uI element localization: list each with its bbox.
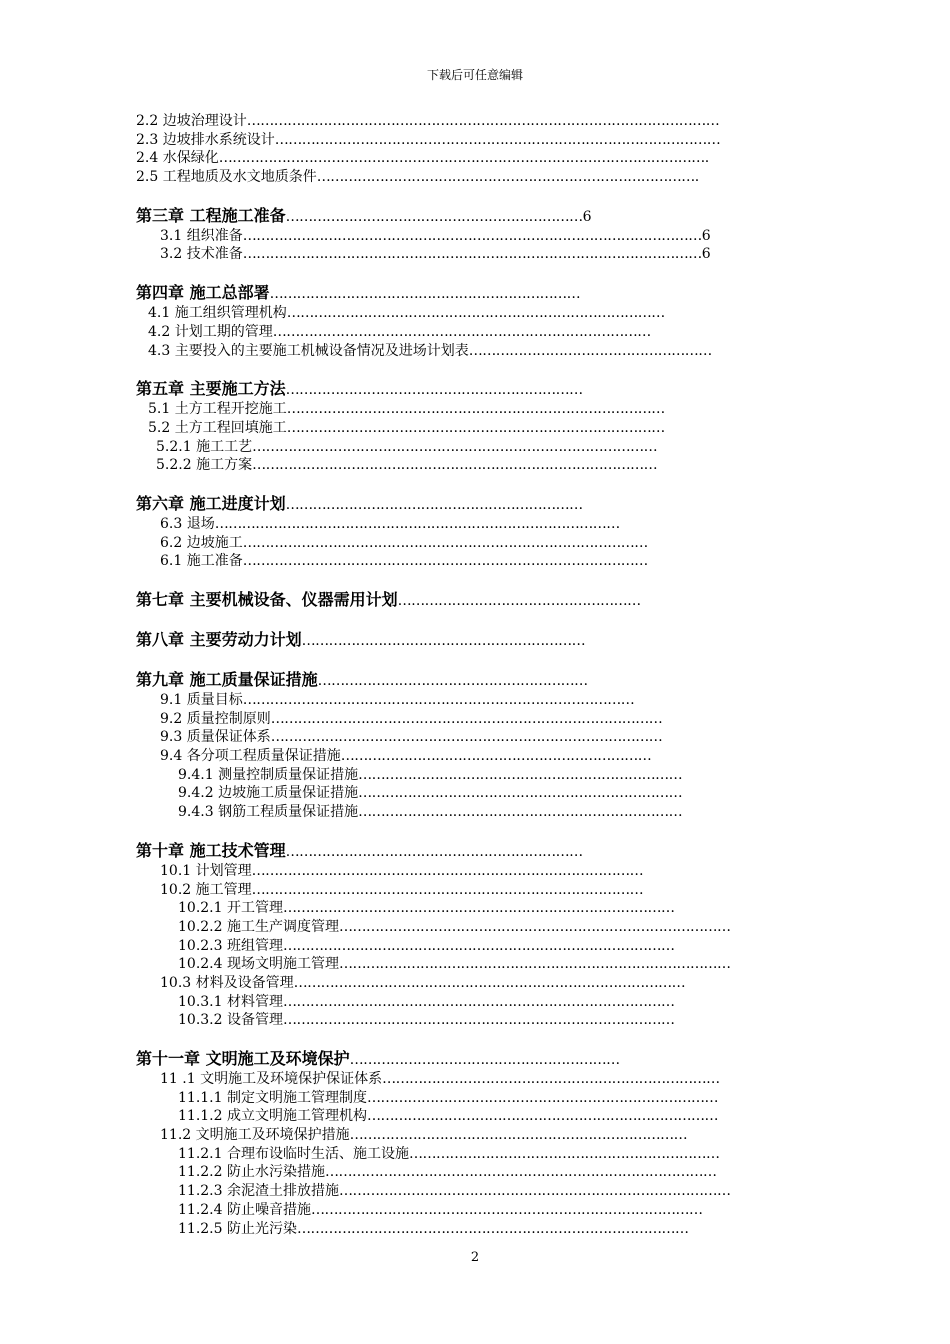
toc-leader-dots: …………………………………………………………………………… <box>293 974 686 991</box>
toc-leader-dots: ……………………………………………… <box>468 342 712 359</box>
toc-section-entry[interactable] <box>136 937 836 956</box>
toc-entry-title: 9.4.3 钢筋工程质量保证措施 <box>178 804 359 821</box>
toc-entry-title: 2.4 水保绿化 <box>136 150 219 167</box>
toc-section-entry[interactable] <box>136 784 836 803</box>
toc-leader-dots: ……………………………………………………………………………… <box>242 553 648 570</box>
toc-spacer <box>136 187 836 205</box>
toc-chapter-entry[interactable] <box>136 669 836 691</box>
toc-section-entry[interactable] <box>136 245 836 264</box>
toc-leader-dots: …………………………………………………………………………… <box>242 692 635 708</box>
toc-section-entry[interactable] <box>136 918 836 937</box>
toc-section-entry[interactable] <box>136 974 836 993</box>
toc-spacer <box>136 360 836 378</box>
toc-leader-dots: ……………………………………………………………………………………… <box>274 131 721 148</box>
toc-entry-title: 第三章 工程施工准备 <box>136 205 286 225</box>
toc-section-entry[interactable] <box>136 419 836 438</box>
toc-chapter-entry[interactable] <box>136 1048 836 1070</box>
toc-leader-dots: …………………………………………………………………… <box>366 1089 718 1106</box>
toc-leader-dots: …………………………………………………………… <box>269 286 581 303</box>
toc-leader-dots: …………………………………………………………………………… <box>296 1220 689 1237</box>
toc-leader-dots: ………………………………………………………… <box>285 208 583 225</box>
toc-section-entry[interactable] <box>136 438 836 457</box>
toc-section-entry[interactable] <box>136 803 836 822</box>
toc-entry-title: 11.2.4 防止噪音措施 <box>178 1201 311 1218</box>
toc-chapter-entry[interactable] <box>136 589 836 611</box>
toc-spacer <box>136 822 836 840</box>
toc-section-entry[interactable] <box>136 131 836 150</box>
toc-entry-title: 4.3 主要投入的主要施工机械设备情况及进场计划表 <box>148 342 469 359</box>
toc-chapter-entry[interactable] <box>136 205 836 227</box>
toc-leader-dots: …………………………………………………… <box>349 1052 620 1068</box>
toc-entry-title: 第七章 主要机械设备、仪器需用计划 <box>136 590 398 609</box>
toc-entry-title: 4.1 施工组织管理机构 <box>148 305 287 322</box>
toc-entry-title: 3.1 组织准备 <box>160 227 243 244</box>
toc-section-entry[interactable] <box>136 1107 836 1126</box>
toc-section-entry[interactable] <box>136 728 836 747</box>
toc-entry-title: 5.1 土方工程开挖施工 <box>148 401 287 418</box>
toc-section-entry[interactable] <box>136 710 836 729</box>
toc-leader-dots: ………………………………………………………………………………………… <box>242 227 702 244</box>
toc-leader-dots: …………………………………………………………………………… <box>282 1012 675 1029</box>
toc-leader-dots: …………………………………………………………………………… <box>338 1183 731 1200</box>
toc-chapter-entry[interactable] <box>136 840 836 862</box>
toc-section-entry[interactable] <box>136 400 836 419</box>
page-number: 2 <box>470 1250 480 1265</box>
toc-leader-dots: ……………………………………………………………… <box>358 766 683 783</box>
toc-leader-dots: ………………………………………………………………… <box>349 1127 688 1144</box>
toc-spacer <box>136 651 836 669</box>
toc-entry-title: 第五章 主要施工方法 <box>136 379 286 399</box>
toc-section-entry[interactable] <box>136 691 836 710</box>
toc-entry-title: 5.2 土方工程回填施工 <box>148 419 287 436</box>
toc-section-entry[interactable] <box>136 342 836 361</box>
toc-entry-title: 11.2.5 防止光污染 <box>178 1220 297 1237</box>
toc-leader-dots: ……………………………………………… <box>397 593 641 609</box>
toc-entry-title: 11.2.1 合理布设临时生活、施工设施 <box>178 1145 409 1162</box>
toc-leader-dots: …………………………………………………………………………… <box>270 729 663 746</box>
toc-leader-dots: …………………………………………………………………………… <box>251 881 644 898</box>
toc-entry-title: 9.4.2 边坡施工质量保证措施 <box>178 785 359 802</box>
toc-section-entry[interactable] <box>136 993 836 1012</box>
toc-leader-dots: ……………………………………………………………………………………………… <box>218 150 705 167</box>
page-header: 下载后可任意编辑 <box>426 68 523 82</box>
toc-entry-title: 2.2 边坡治理设计 <box>136 113 247 129</box>
toc-leader-dots: ………………………………………………………………………… <box>286 401 665 418</box>
toc-entry-title: 10.2.3 班组管理 <box>178 937 283 954</box>
toc-leader-dots: …………………………………………………………………………… <box>282 900 675 917</box>
toc-section-entry[interactable] <box>136 766 836 785</box>
toc-section-entry[interactable] <box>136 552 836 571</box>
toc-entry-title: 9.4 各分项工程质量保证措施 <box>160 748 341 765</box>
toc-section-entry[interactable] <box>136 456 836 475</box>
toc-section-entry[interactable] <box>136 747 836 766</box>
toc-entry-title: 第九章 施工质量保证措施 <box>136 670 318 689</box>
toc-entry-title: 10.1 计划管理 <box>160 862 252 879</box>
toc-section-entry[interactable] <box>136 1145 836 1164</box>
toc-section-entry[interactable] <box>136 534 836 553</box>
toc-entry-title: 10.2.2 施工生产调度管理 <box>178 918 339 935</box>
toc-leader-dots: …………………………………………………………………………… <box>282 937 675 954</box>
toc-leader-dots: ………………………………………………………… <box>285 382 583 399</box>
toc-spacer <box>136 1030 836 1048</box>
toc-leader-dots: ………………………………………………………………………… <box>272 323 651 340</box>
toc-entry-title: 11.1.2 成立文明施工管理机构 <box>178 1108 367 1125</box>
toc-spacer <box>136 611 836 629</box>
toc-entry-title: 第八章 主要劳动力计划 <box>136 630 302 649</box>
toc-leader-dots: ………………………………………………………………………… <box>316 169 695 186</box>
toc-entry-title: 4.2 计划工期的管理 <box>148 323 273 340</box>
toc-entry-title: 11 .1 文明施工及环境保护保证体系 <box>160 1071 383 1087</box>
toc-entry-title: 9.1 质量目标 <box>160 692 243 708</box>
toc-leader-dots: …………………………………………………………… <box>340 748 652 765</box>
toc-entry-title: 11.1.1 制定文明施工管理制度 <box>178 1089 367 1106</box>
toc-entry-title: 10.3.1 材料管理 <box>178 993 283 1010</box>
toc-entry-title: 6.2 边坡施工 <box>160 534 243 551</box>
toc-leader-dots: ………………………………………………………… <box>285 496 583 513</box>
toc-entry-title: 6.1 施工准备 <box>160 553 243 570</box>
toc-section-entry[interactable] <box>136 323 836 342</box>
toc-chapter-entry[interactable] <box>136 282 836 304</box>
toc-leader-dots: ………………………………………………………………………… <box>286 305 665 322</box>
toc-leader-dots: …………………………………………………………………………… <box>270 710 663 727</box>
toc-leader-dots: …………………………………………………… <box>317 673 588 689</box>
toc-leader-dots: …………………………………………………………… <box>408 1145 720 1162</box>
toc-entry-title: 9.2 质量控制原则 <box>160 710 271 727</box>
toc-leader-dots: …………………………………………………………………………… <box>338 956 731 973</box>
toc-entry-title: 2.3 边坡排水系统设计 <box>136 131 275 148</box>
toc-page-number: . <box>694 169 700 186</box>
toc-section-entry[interactable] <box>136 1182 836 1201</box>
toc-entry-title: 11.2.2 防止水污染措施 <box>178 1164 325 1181</box>
toc-entry-title: 10.2.1 开工管理 <box>178 900 283 917</box>
toc-entry-title: 10.3.2 设备管理 <box>178 1012 283 1029</box>
toc-section-entry[interactable] <box>136 515 836 534</box>
toc-section-entry[interactable] <box>136 1201 836 1220</box>
toc-entry-title: 3.2 技术准备 <box>160 246 243 263</box>
toc-leader-dots: …………………………………………………………………………… <box>338 918 731 935</box>
toc-chapter-entry[interactable] <box>136 378 836 400</box>
table-of-contents <box>136 112 836 1238</box>
toc-entry-title: 第六章 施工进度计划 <box>136 493 286 513</box>
toc-section-entry[interactable] <box>136 1163 836 1182</box>
toc-page-number: 6 <box>701 227 711 244</box>
toc-spacer <box>136 264 836 282</box>
toc-section-entry[interactable] <box>136 881 836 900</box>
toc-chapter-entry[interactable] <box>136 493 836 515</box>
toc-section-entry[interactable] <box>136 112 836 131</box>
toc-leader-dots: …………………………………………………………………………… <box>282 993 675 1010</box>
toc-entry-title: 第四章 施工总部署 <box>136 283 270 303</box>
toc-leader-dots: ……………………………………………………………… <box>358 785 683 802</box>
toc-entry-title: 10.2.4 现场文明施工管理 <box>178 956 339 973</box>
toc-spacer <box>136 475 836 493</box>
toc-section-entry[interactable] <box>136 1089 836 1108</box>
toc-spacer <box>136 571 836 589</box>
toc-section-entry[interactable] <box>136 1070 836 1089</box>
toc-section-entry[interactable] <box>136 149 836 168</box>
toc-leader-dots: ………………………………………………………… <box>285 843 583 860</box>
toc-leader-dots: …………………………………………………………………………………………… <box>246 113 720 129</box>
toc-leader-dots: …………………………………………………………………………… <box>324 1164 717 1181</box>
toc-section-entry[interactable] <box>136 1126 836 1145</box>
toc-section-entry[interactable] <box>136 899 836 918</box>
toc-entry-title: 11.2.3 余泥渣土排放措施 <box>178 1183 339 1200</box>
toc-entry-title: 10.2 施工管理 <box>160 881 252 898</box>
toc-section-entry[interactable] <box>136 168 836 187</box>
toc-entry-title: 第十一章 文明施工及环境保护 <box>136 1049 350 1068</box>
toc-page-number: 6 <box>701 246 711 263</box>
toc-leader-dots: ………………………………………………………………………… <box>286 419 665 436</box>
toc-entry-title: 5.2.2 施工方案 <box>156 457 253 474</box>
toc-section-entry[interactable] <box>136 1220 836 1239</box>
toc-section-entry[interactable] <box>136 304 836 323</box>
toc-entry-title: 10.3 材料及设备管理 <box>160 974 294 991</box>
toc-leader-dots: ……………………………………………………………………………… <box>252 457 658 474</box>
toc-entry-title: 9.4.1 测量控制质量保证措施 <box>178 766 359 783</box>
toc-page-number: . <box>704 150 710 167</box>
toc-entry-title: 9.3 质量保证体系 <box>160 729 271 746</box>
toc-leader-dots: …………………………………………………………………… <box>366 1108 718 1125</box>
toc-leader-dots: …………………………………………………………………………… <box>310 1201 703 1218</box>
toc-leader-dots: ………………………………………………………………… <box>382 1071 720 1087</box>
toc-section-entry[interactable] <box>136 227 836 246</box>
toc-entry-title: 2.5 工程地质及水文地质条件 <box>136 169 317 186</box>
toc-section-entry[interactable] <box>136 862 836 881</box>
toc-entry-title: 6.3 退场 <box>160 515 215 532</box>
toc-leader-dots: …………………………………………………………………………… <box>251 862 644 879</box>
toc-leader-dots: ……………………………………………………………… <box>358 804 683 821</box>
toc-leader-dots: ……………………………………………………………………………… <box>214 515 620 532</box>
toc-chapter-entry[interactable] <box>136 629 836 651</box>
toc-section-entry[interactable] <box>136 955 836 974</box>
toc-section-entry[interactable] <box>136 1011 836 1030</box>
toc-leader-dots: ………………………………………………………………………………………… <box>242 246 702 263</box>
toc-entry-title: 11.2 文明施工及环境保护措施 <box>160 1127 350 1144</box>
toc-entry-title: 第十章 施工技术管理 <box>136 840 286 860</box>
toc-entry-title: 5.2.1 施工工艺 <box>156 438 253 455</box>
toc-leader-dots: ……………………………………………………………………………… <box>252 438 658 455</box>
toc-leader-dots: ……………………………………………………… <box>301 633 586 649</box>
toc-page-number: 6 <box>582 208 592 225</box>
toc-leader-dots: ……………………………………………………………………………… <box>242 534 648 551</box>
